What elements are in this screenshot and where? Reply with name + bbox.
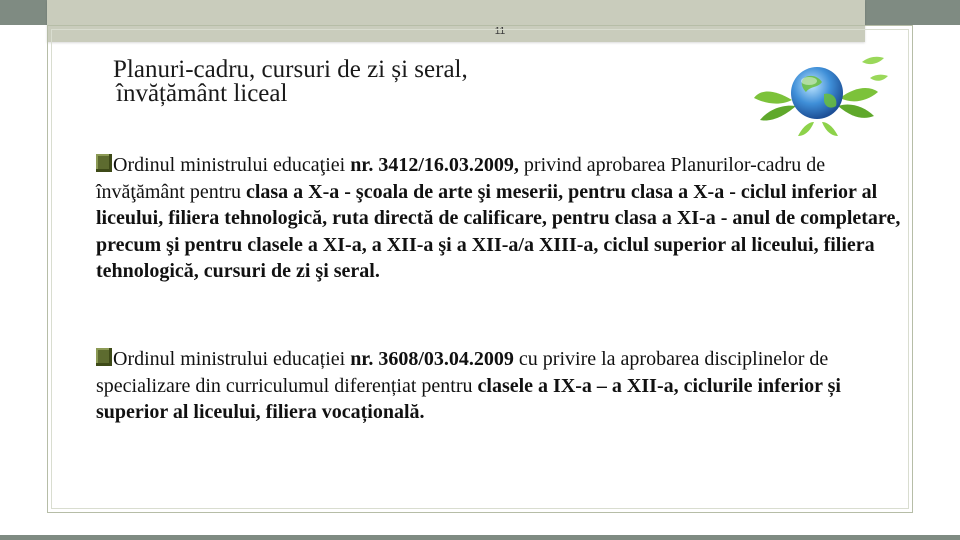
- paragraph-2: [96, 346, 916, 426]
- p1-prefix: Ordinul ministrului educaţiei: [113, 154, 351, 176]
- page-number: 11: [494, 26, 506, 37]
- slide-title: [113, 58, 713, 106]
- paragraph-1: [96, 152, 916, 285]
- p2-mid: cu privire la aprobarea disciplinelor de specializare din curriculumul diferențiat pentru: [96, 348, 829, 397]
- p2-order-ref: nr. 3608/03.04.2009: [350, 348, 514, 370]
- p1-order-ref: nr. 3412/16.03.2009,: [350, 154, 519, 176]
- title-line-2: învățământ liceal: [116, 80, 288, 107]
- checkbox-bullet-icon: [96, 348, 112, 366]
- globe-leaves-icon: [752, 48, 892, 138]
- title-line-1: Planuri-cadru, cursuri de zi și seral,: [113, 56, 468, 83]
- checkbox-bullet-icon: [96, 154, 112, 172]
- p1-mid: privind aprobarea: [518, 154, 666, 176]
- p1-bold-rest: clasa a X-a - şcoala de arte şi meserii, pentru clasa a X-a - ciclul inferior al liceului, filiera tehnologică, ruta directă de calificare, pentru clasa a XI-a - anul de completare, precum şi pentru clasele a XI-a, a XII-a şi a XII-a/a XIII-a, ciclul superior al liceului, filiera tehnologică, cursuri de zi şi seral.: [96, 180, 901, 282]
- p2-bold-rest: clasele a IX-a – a XII-a, ciclurile inferior și superior al liceului, filiera vocațională.: [96, 374, 841, 423]
- p1-line2: Planurilor-cadru de învăţământ pentru: [96, 154, 826, 203]
- p2-prefix: Ordinul ministrului educației: [113, 348, 351, 370]
- bottom-bar: [0, 535, 960, 540]
